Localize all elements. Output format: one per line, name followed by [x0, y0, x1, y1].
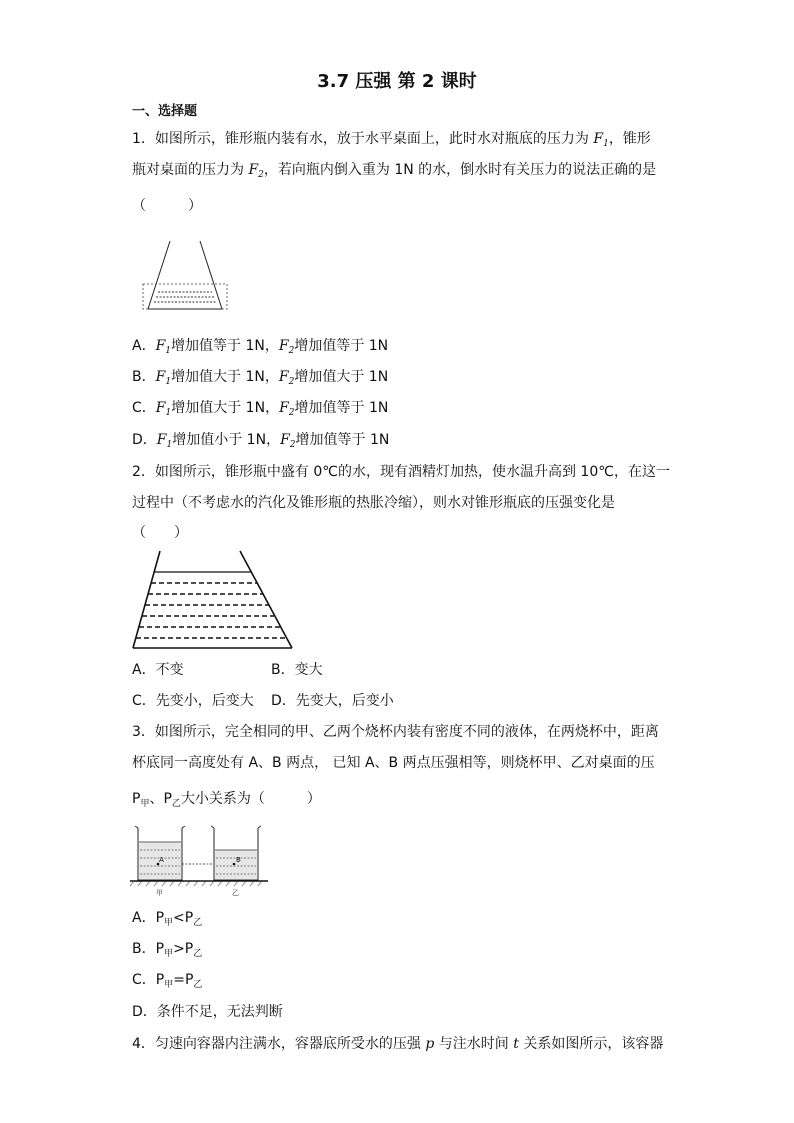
q3-line3: $P_甲$、$P_乙$大小关系为（ ）	[132, 791, 321, 809]
q1-option-a: A．$F_1$增加值等于 1N，$F_2$增加值等于 1N	[132, 338, 389, 356]
q3-option-b: B．$P_甲>P_乙$	[132, 941, 203, 959]
q2-option-c: C．先变小，后变大	[132, 693, 254, 709]
page-title: 3.7 压强 第 2 课时	[317, 71, 477, 92]
beaker-yi-label: 乙	[232, 889, 239, 897]
q2-answer-blank: （ ）	[132, 525, 188, 541]
q2-option-d: D．先变大，后变小	[271, 693, 394, 709]
q1-line2: 瓶对桌面的压力为 $F_2$，若向瓶内倒入重为 1N 的水，倒水时有关压力的说法正确的是	[132, 162, 657, 180]
q3-beakers-figure	[128, 820, 278, 898]
q2-option-a: A．不变	[132, 662, 184, 678]
q1-option-c: C．$F_1$增加值大于 1N，$F_2$增加值等于 1N	[132, 400, 389, 418]
q3-line1: 3．如图所示，完全相同的甲、乙两个烧杯内装有密度不同的液体，在两烧杯中，距离	[132, 724, 659, 740]
q2-line1: 2．如图所示，锥形瓶中盛有 0℃的水，现有酒精灯加热，使水温升高到 10℃，在这一	[132, 464, 670, 480]
q1-line1: 1．如图所示，锥形瓶内装有水，放于水平桌面上，此时水对瓶底的压力为 $F_1$，锥形	[132, 131, 651, 149]
q1-option-b: B．$F_1$增加值大于 1N，$F_2$增加值大于 1N	[132, 369, 389, 387]
q4-line1: 4．匀速向容器内注满水，容器底所受水的压强 p 与注水时间 t 关系如图所示，该容器	[132, 1036, 664, 1052]
q2-option-b: B．变大	[271, 662, 323, 678]
beaker-jia-label: 甲	[156, 889, 163, 897]
q3-option-d: D．条件不足，无法判断	[132, 1004, 283, 1020]
q1-flask-figure	[140, 238, 232, 314]
q3-option-a: A．$P_甲<P_乙$	[132, 910, 203, 928]
q1-option-d: D．$F_1$增加值小于 1N，$F_2$增加值等于 1N	[132, 432, 390, 450]
q3-line2: 杯底同一高度处有 A、B 两点， 已知 A、B 两点压强相等，则烧杯甲、乙对桌面的压	[132, 755, 655, 771]
q3-option-c: C．$P_甲=P_乙$	[132, 972, 203, 990]
q1-answer-blank: （ ）	[132, 198, 202, 214]
q2-line2: 过程中（不考虑水的汽化及锥形瓶的热胀冷缩），则水对锥形瓶底的压强变化是	[132, 495, 615, 511]
point-b-label: B	[236, 856, 241, 864]
q2-flask-figure	[130, 548, 300, 650]
section-heading: 一、选择题	[132, 104, 198, 119]
point-a-label: A	[159, 856, 164, 864]
